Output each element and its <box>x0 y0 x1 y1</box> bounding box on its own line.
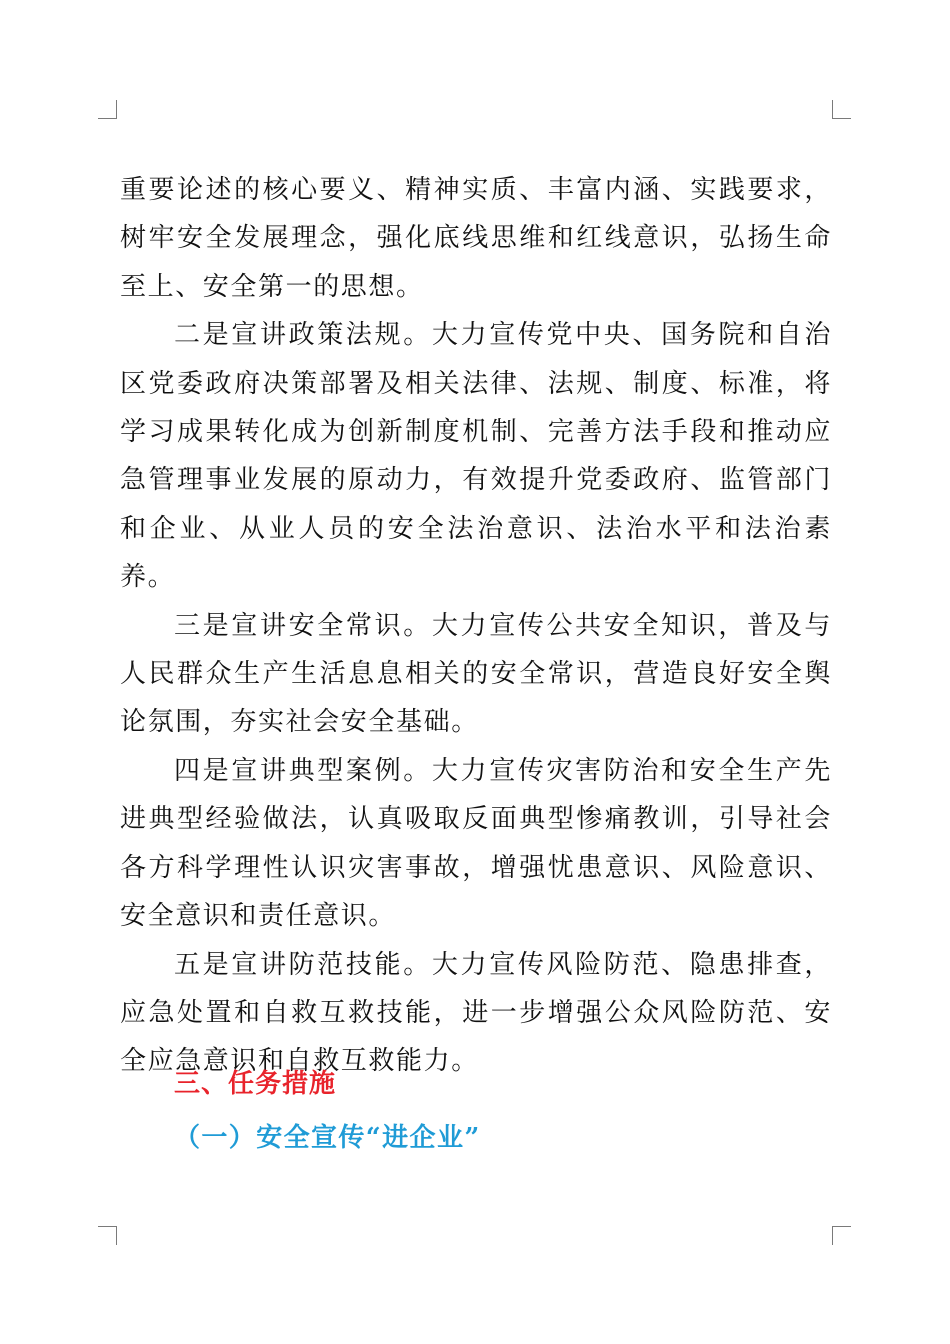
paragraph-policy-regulations: 二是宣讲政策法规。大力宣传党中央、国务院和自治区党委政府决策部署及相关法律、法规、制度、标准，将学习成果转化成为创新制度机制、完善方法手段和推动应急管理事业发展的原动力，有效提升党委政府、监管部门和企业、从业人员的安全法治意识、法治水平和法治素养。 <box>120 320 832 593</box>
paragraph-typical-cases: 四是宣讲典型案例。大力宣传灾害防治和安全生产先进典型经验做法，认真吸取反面典型惨痛教训，引导社会各方科学理性认识灾害事故，增强忧患意识、风险意识、安全意识和责任意识。 <box>120 755 832 932</box>
section-heading: 三、任务措施 <box>174 1069 337 1099</box>
crop-mark-top-left <box>98 100 117 119</box>
crop-mark-bottom-left <box>98 1226 117 1245</box>
paragraph-continuation: 重要论述的核心要义、精神实质、丰富内涵、实践要求，树牢安全发展理念，强化底线思维和红线意识，弘扬生命至上、安全第一的思想。 <box>120 175 832 302</box>
crop-mark-top-right <box>832 100 851 119</box>
paragraph-safety-knowledge: 三是宣讲安全常识。大力宣传公共安全知识，普及与人民群众生产生活息息相关的安全常识，营造良好安全舆论氛围，夯实社会安全基础。 <box>120 610 832 738</box>
body-text <box>120 166 832 1086</box>
crop-mark-bottom-right <box>832 1226 851 1245</box>
paragraph-prevention-skills: 五是宣讲防范技能。大力宣传风险防范、隐患排查，应急处置和自救互救技能，进一步增强公众风险防范、安全应急意识和自救互救能力。 <box>120 949 832 1077</box>
subsection-heading: （一）安全宣传“进企业” <box>174 1123 481 1153</box>
